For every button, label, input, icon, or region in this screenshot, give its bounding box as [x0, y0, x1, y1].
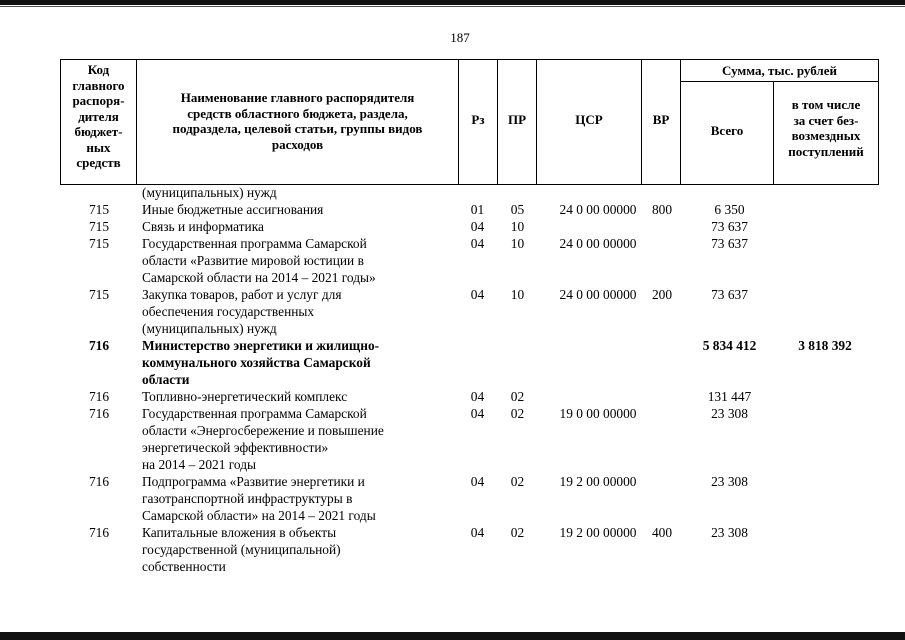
row-code: 715	[88, 287, 110, 302]
col-line-8	[878, 59, 879, 185]
row-name: Подпрограмма «Развитие энергетики и газотранспортной инфраструктуры в Самарской области» на 2014 – 2021 годы	[142, 474, 376, 523]
row-name: Иные бюджетные ассигнования	[142, 202, 324, 217]
page-number: 187	[450, 30, 470, 45]
row-vr: 400	[651, 525, 673, 540]
row-name: Министерство энергетики и жилищно- коммунального хозяйства Самарской области	[142, 338, 380, 387]
row-pr: 02	[510, 406, 525, 421]
top-scan-border	[0, 0, 905, 5]
row-pr: 05	[510, 202, 525, 217]
header-code: Код главного распоря- дителя бюджет- ных средств	[72, 62, 125, 170]
row-code: 715	[88, 236, 110, 251]
row-total: 73 637	[711, 219, 748, 234]
row-code: 716	[88, 406, 110, 421]
row-pr: 10	[510, 219, 525, 234]
row-rz: 04	[470, 389, 485, 404]
header-vr: ВР	[652, 112, 670, 127]
row-pr: 10	[510, 287, 525, 302]
row-total: 6 350	[714, 202, 745, 217]
row-csr: 19 0 00 00000	[559, 406, 637, 421]
row-code: 716	[88, 389, 110, 404]
row-total: 131 447	[707, 389, 752, 404]
row-code: 715	[88, 202, 110, 217]
header-sum: Сумма, тыс. рублей	[722, 63, 837, 78]
row-csr: 19 2 00 00000	[559, 525, 637, 540]
header-total: Всего	[710, 123, 744, 138]
row-name: Капитальные вложения в объекты государственной (муниципальной) собственности	[142, 525, 341, 574]
row-code: 715	[88, 219, 110, 234]
header-pr: ПР	[507, 112, 527, 127]
row-rz: 04	[470, 406, 485, 421]
row-vr: 800	[651, 202, 673, 217]
row-name: Связь и информатика	[142, 219, 264, 234]
row-code: 716	[88, 474, 110, 489]
row-pr: 02	[510, 389, 525, 404]
row-total: 23 308	[711, 406, 748, 421]
header-top-rule	[60, 59, 879, 60]
row-name: Государственная программа Самарской области «Энергосбережение и повышение энергетической эффективности» на 2014 – 2021 годы	[142, 406, 384, 472]
row-rz: 04	[470, 236, 485, 251]
header-free: в том числе за счет без- возмездных поступлений	[788, 97, 864, 159]
row-name: (муниципальных) нужд	[142, 185, 277, 200]
row-rz: 04	[470, 219, 485, 234]
header-name: Наименование главного распорядителя средств областного бюджета, раздела, подраздела, целевой статьи, группы видов расходов	[172, 90, 423, 152]
row-free: 3 818 392	[798, 338, 852, 353]
row-total: 5 834 412	[702, 338, 757, 353]
row-vr: 200	[651, 287, 673, 302]
row-name: Топливно-энергетический комплекс	[142, 389, 348, 404]
row-pr: 02	[510, 525, 525, 540]
row-total: 23 308	[711, 525, 748, 540]
row-rz: 01	[470, 202, 485, 217]
row-rz: 04	[470, 287, 485, 302]
row-csr: 24 0 00 00000	[559, 236, 637, 251]
bottom-scan-border	[0, 632, 905, 640]
row-code: 716	[88, 338, 110, 353]
row-total: 73 637	[711, 236, 748, 251]
row-total: 23 308	[711, 474, 748, 489]
header-rz: Рз	[471, 112, 485, 127]
row-total: 73 637	[711, 287, 748, 302]
row-csr: 19 2 00 00000	[559, 474, 637, 489]
header-csr: ЦСР	[575, 112, 603, 127]
sum-subheader-rule	[680, 81, 879, 82]
row-pr: 02	[510, 474, 525, 489]
row-pr: 10	[510, 236, 525, 251]
row-name: Государственная программа Самарской области «Развитие мировой юстиции в Самарской области на 2014 – 2021 годы»	[142, 236, 376, 285]
row-name: Закупка товаров, работ и услуг для обеспечения государственных (муниципальных) нужд	[142, 287, 342, 336]
row-rz: 04	[470, 474, 485, 489]
row-csr: 24 0 00 00000	[559, 287, 637, 302]
top-scan-border-line	[0, 6, 905, 7]
row-rz: 04	[470, 525, 485, 540]
row-code: 716	[88, 525, 110, 540]
row-csr: 24 0 00 00000	[559, 202, 637, 217]
